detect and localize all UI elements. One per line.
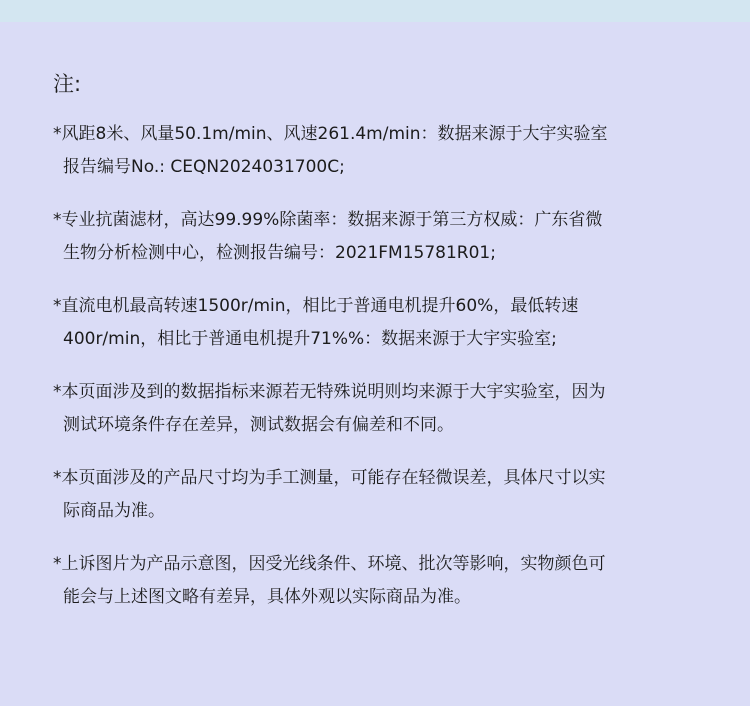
- note-line: 报告编号No.: CEQN2024031700C;: [63, 157, 345, 177]
- note-line: *专业抗菌滤材，高达99.99%除菌率：数据来源于第三方权威：广东省微: [53, 210, 603, 230]
- note-wind-data: [53, 118, 713, 184]
- note-image-disclaimer: [53, 548, 713, 614]
- notes-heading: 注:: [53, 72, 82, 96]
- notes-section: [53, 70, 713, 634]
- note-line: *本页面涉及到的数据指标来源若无特殊说明则均来源于大宇实验室，因为: [53, 382, 606, 402]
- note-dc-motor: [53, 290, 713, 356]
- note-data-source: [53, 376, 713, 442]
- note-line: 400r/min，相比于普通电机提升71%%：数据来源于大宇实验室;: [63, 329, 557, 349]
- note-line: 际商品为准。: [63, 501, 165, 521]
- note-line: 测试环境条件存在差异，测试数据会有偏差和不同。: [63, 415, 454, 435]
- note-line: *上诉图片为产品示意图，因受光线条件、环境、批次等影响，实物颜色可: [53, 554, 606, 574]
- top-banner-strip: [0, 0, 750, 22]
- note-line: 能会与上述图文略有差异，具体外观以实际商品为准。: [63, 587, 471, 607]
- note-line: 生物分析检测中心，检测报告编号：2021FM15781R01;: [63, 243, 496, 263]
- note-dimensions: [53, 462, 713, 528]
- note-line: *本页面涉及的产品尺寸均为手工测量，可能存在轻微误差，具体尺寸以实: [53, 468, 606, 488]
- note-line: *风距8米、风量50.1m/min、风速261.4m/min：数据来源于大宇实验室: [53, 124, 608, 144]
- note-antibacterial-filter: [53, 204, 713, 270]
- note-line: *直流电机最高转速1500r/min，相比于普通电机提升60%，最低转速: [53, 296, 579, 316]
